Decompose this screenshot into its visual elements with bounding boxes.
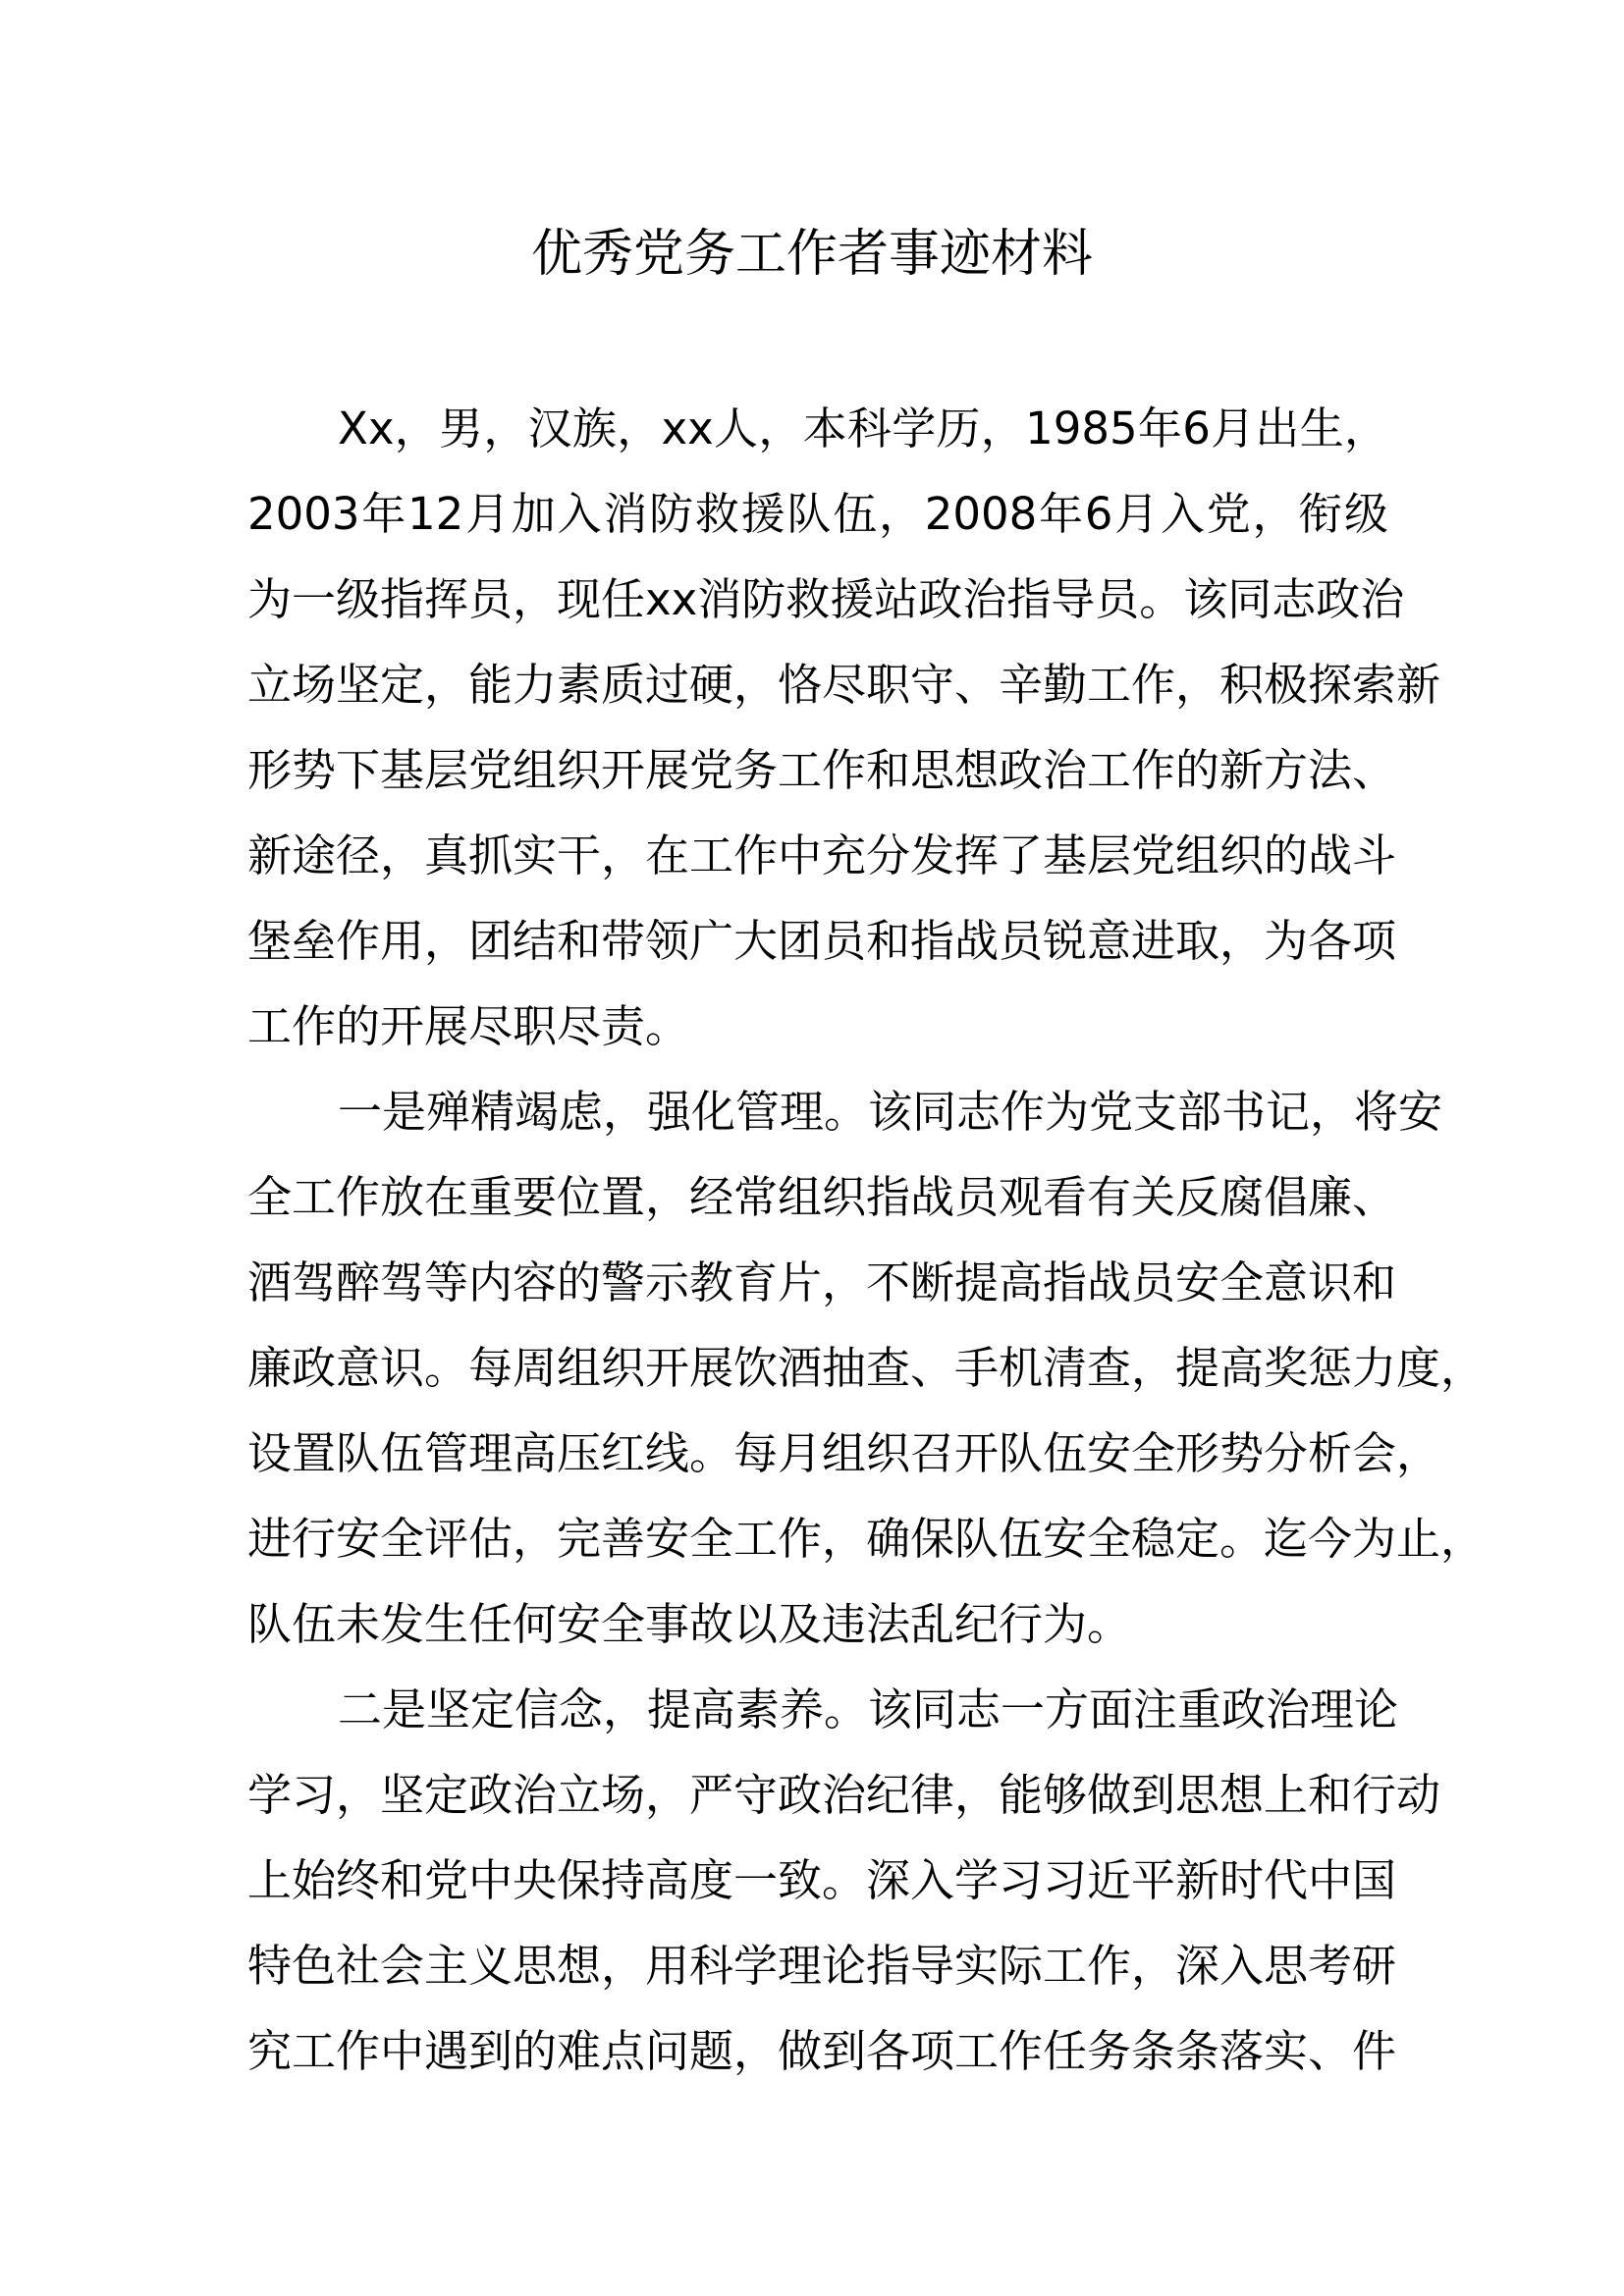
- text-line: 立场坚定，能力素质过硬，恪尽职守、辛勤工作，积极探索新: [247, 659, 1441, 711]
- text-line: 形势下基层党组织开展党务工作和思想政治工作的新方法、: [247, 744, 1397, 796]
- text-line: 新途径，真抓实干，在工作中充分发挥了基层党组织的战斗: [247, 829, 1397, 881]
- text-line: 2003年12月加入消防救援队伍，2008年6月入党，衔级: [247, 488, 1388, 540]
- text-line: 为一级指挥员，现任xx消防救援站政治指导员。该同志政治: [247, 573, 1405, 625]
- paragraph-management: [247, 1069, 1486, 1667]
- text-line: 学习，坚定政治立场，严守政治纪律，能够做到思想上和行动: [247, 1769, 1441, 1821]
- text-line: 队伍未发生任何安全事故以及违法乱纪行为。: [247, 1598, 1132, 1650]
- paragraph-conviction: [247, 1667, 1441, 2094]
- text-line: 上始终和党中央保持高度一致。深入学习习近平新时代中国: [247, 1854, 1397, 1906]
- text-line: 堡垒作用，团结和带领广大团员和指战员锐意进取，为各项: [247, 915, 1397, 967]
- text-line: 设置队伍管理高压红线。每月组织召开队伍安全形势分析会，: [247, 1427, 1441, 1479]
- text-line: 进行安全评估，完善安全工作，确保队伍安全稳定。迄今为止，: [247, 1513, 1486, 1565]
- text-line: 特色社会主义思想，用科学理论指导实际工作，深入思考研: [247, 1940, 1397, 1992]
- document-title: 优秀党务工作者事迹材料: [530, 225, 1093, 284]
- paragraph-profile: [247, 386, 1441, 1069]
- text-line: 究工作中遇到的难点问题，做到各项工作任务条条落实、件: [247, 2025, 1397, 2077]
- text-line: 全工作放在重要位置，经常组织指战员观看有关反腐倡廉、: [247, 1171, 1397, 1223]
- text-line: 工作的开展尽职尽责。: [247, 1000, 690, 1052]
- text-line: 一是殚精竭虑，强化管理。该同志作为党支部书记，将安: [338, 1086, 1443, 1138]
- text-line: Xx，男，汉族，xx人，本科学历，1985年6月出生，: [338, 402, 1388, 454]
- document-body: [247, 386, 1486, 2094]
- text-line: 酒驾醉驾等内容的警示教育片，不断提高指战员安全意识和: [247, 1256, 1397, 1308]
- text-line: 二是坚定信念，提高素养。该同志一方面注重政治理论: [338, 1683, 1399, 1735]
- text-line: 廉政意识。每周组织开展饮酒抽查、手机清查，提高奖惩力度，: [247, 1342, 1486, 1394]
